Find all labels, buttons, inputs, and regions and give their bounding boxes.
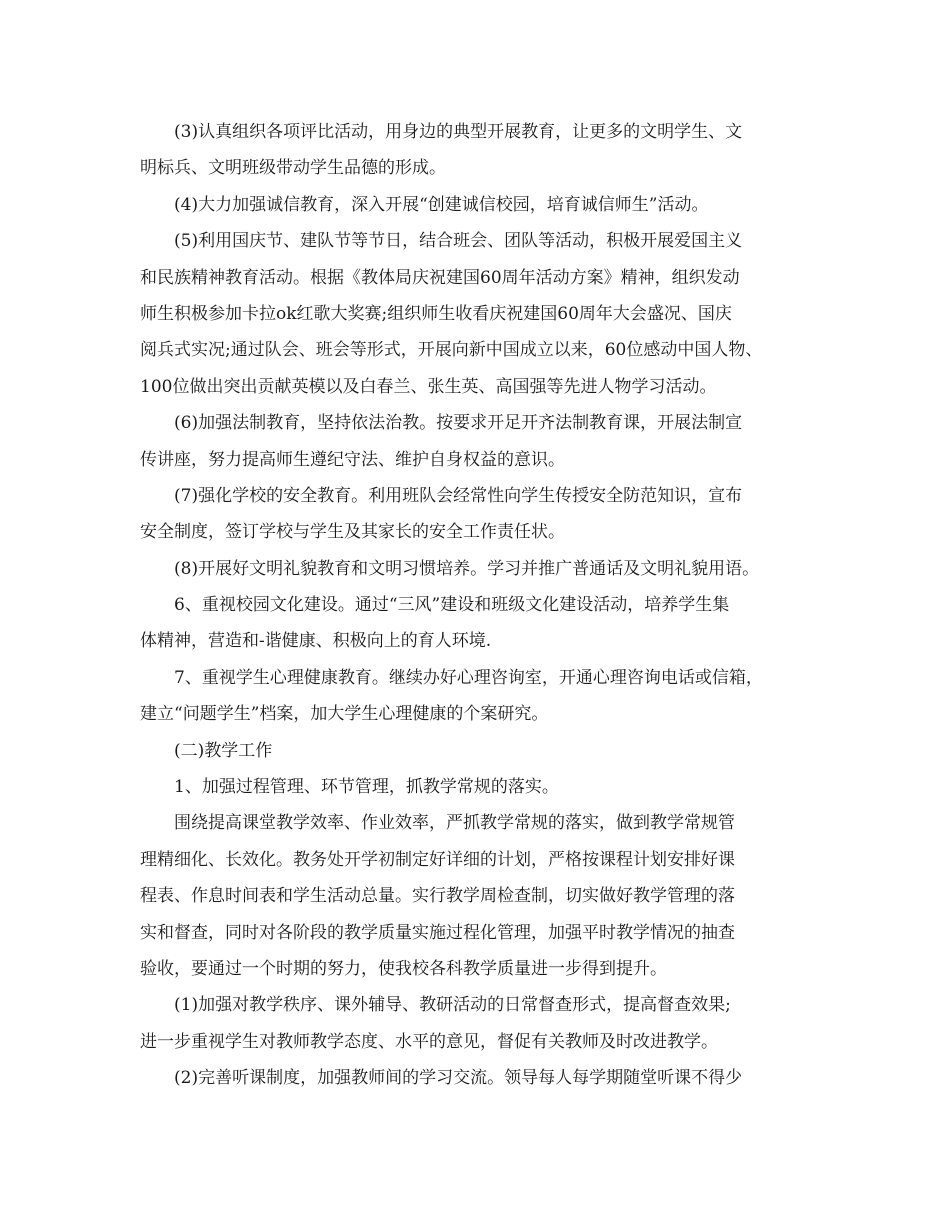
text-line: 1、加强过程管理、环节管理，抓教学常规的落实。 bbox=[174, 777, 559, 798]
text-line: 围绕提高课堂教学效率、作业效率，严抓教学常规的落实，做到教学常规管 bbox=[174, 813, 735, 834]
text-line: 程表、作息时间表和学生活动总量。实行教学周检查制，切实做好教学管理的落 bbox=[140, 886, 735, 907]
text-line: 传讲座，努力提高师生遵纪守法、维护自身权益的意识。 bbox=[140, 449, 565, 470]
text-line: 6、重视校园文化建设。通过“三风”建设和班级文化建设活动，培养学生集 bbox=[174, 595, 730, 616]
text-line: (3)认真组织各项评比活动，用身边的典型开展教育，让更多的文明学生、文 bbox=[174, 122, 743, 142]
text-line: 7、重视学生心理健康教育。继续办好心理咨询室，开通心理咨询电话或信箱， bbox=[174, 667, 763, 688]
text-line: 明标兵、文明班级带动学生品德的形成。 bbox=[140, 158, 446, 179]
text-line: (2)完善听课制度，加强教师间的学习交流。领导每人每学期随堂听课不得少 bbox=[174, 1068, 743, 1089]
text-line: (二)教学工作 bbox=[174, 740, 273, 761]
text-line: 进一步重视学生对教师教学态度、水平的意见，督促有关教师及时改进教学。 bbox=[140, 1031, 718, 1052]
text-line: (5)利用国庆节、建队节等节日，结合班会、团队等活动，积极开展爱国主义 bbox=[174, 231, 743, 252]
text-line: 100位做出突出贡献英模以及白春兰、张生英、高国强等先进人物学习活动。 bbox=[140, 376, 717, 397]
text-line: 体精神，营造和-谐健康、积极向上的育人环境. bbox=[140, 631, 492, 652]
text-line: (6)加强法制教育，坚持依法治教。按要求开足开齐法制教育课，开展法制宣 bbox=[174, 413, 743, 434]
text-line: (8)开展好文明礼貌教育和文明习惯培养。学习并推广普通话及文明礼貌用语。 bbox=[174, 558, 760, 579]
text-line: 和民族精神教育活动。根据《教体局庆祝建国60周年活动方案》精神，组织发动 bbox=[140, 267, 740, 288]
text-line: 理精细化、长效化。教务处开学初制定好详细的计划，严格按课程计划安排好课 bbox=[140, 849, 735, 870]
text-line: 验收，要通过一个时期的努力，使我校各科教学质量进一步得到提升。 bbox=[140, 958, 667, 979]
text-line: 安全制度，签订学校与学生及其家长的安全工作责任状。 bbox=[140, 522, 565, 543]
text-line: (4)大力加强诚信教育，深入开展“创建诚信校园，培育诚信师生”活动。 bbox=[174, 194, 709, 215]
text-line: (1)加强对教学秩序、课外辅导、教研活动的日常督查形式，提高督查效果; bbox=[174, 995, 731, 1016]
text-line: 师生积极参加卡拉ok红歌大奖赛;组织师生收看庆祝建国60周年大会盛况、国庆 bbox=[140, 303, 732, 324]
text-line: 实和督查，同时对各阶段的教学质量实施过程化管理，加强平时教学情况的抽查 bbox=[140, 922, 735, 943]
text-line: (7)强化学校的安全教育。利用班队会经常性向学生传授安全防范知识，宣布 bbox=[174, 485, 743, 506]
text-line: 建立“问题学生”档案，加大学生心理健康的个案研究。 bbox=[140, 704, 549, 725]
text-line: 阅兵式实况;通过队会、班会等形式，开展向新中国成立以来，60位感动中国人物、 bbox=[140, 340, 763, 361]
document-body bbox=[140, 114, 820, 1097]
